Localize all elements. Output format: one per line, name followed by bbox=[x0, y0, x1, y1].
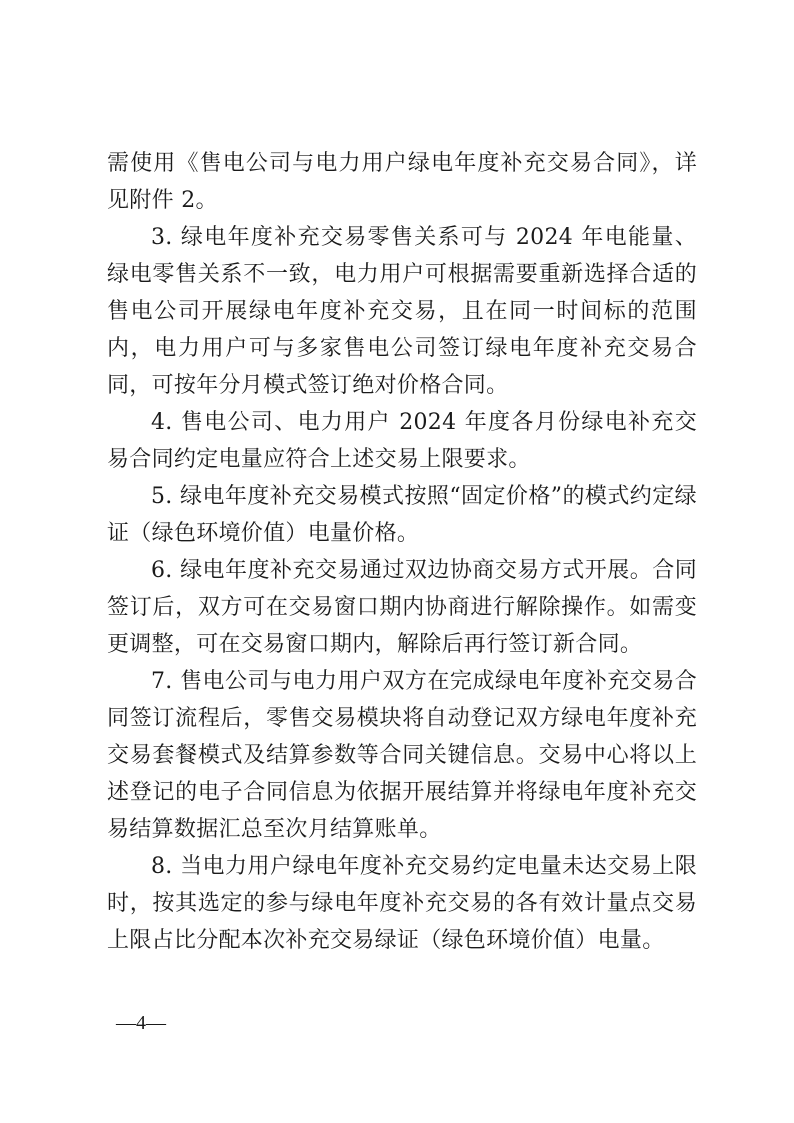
paragraph-item-5: 5. 绿电年度补充交易模式按照“固定价格”的模式约定绿证（绿色环境价值）电量价格。 bbox=[107, 484, 697, 546]
page-number: —4— bbox=[116, 1012, 166, 1034]
paragraph-item-8: 8. 当电力用户绿电年度补充交易约定电量未达交易上限时，按其选定的参与绿电年度补充交易的各有效计量点交易上限占比分配本次补充交易绿证（绿色环境价值）电量。 bbox=[107, 854, 697, 953]
paragraph-item-4: 4. 售电公司、电力用户 2024 年度各月份绿电补充交易合同约定电量应符合上述交易上限要求。 bbox=[107, 410, 697, 472]
body-text bbox=[107, 145, 697, 959]
paragraph-continuation: 需使用《售电公司与电力用户绿电年度补充交易合同》，详见附件 2。 bbox=[107, 151, 697, 213]
paragraph-item-7: 7. 售电公司与电力用户双方在完成绿电年度补充交易合同签订流程后，零售交易模块将自动登记双方绿电年度补充交易套餐模式及结算参数等合同关键信息。交易中心将以上述登记的电子合同信息为依据开展结算并将绿电年度补充交易结算数据汇总至次月结算账单。 bbox=[107, 669, 697, 842]
paragraph-item-3: 3. 绿电年度补充交易零售关系可与 2024 年电能量、绿电零售关系不一致，电力用户可根据需要重新选择合适的售电公司开展绿电年度补充交易，且在同一时间标的范围内，电力用户可与多家售电公司签订绿电年度补充交易合同，可按年分月模式签订绝对价格合同。 bbox=[107, 225, 697, 398]
paragraph-item-6: 6. 绿电年度补充交易通过双边协商交易方式开展。合同签订后，双方可在交易窗口期内协商进行解除操作。如需变更调整，可在交易窗口期内，解除后再行签订新合同。 bbox=[107, 558, 697, 657]
